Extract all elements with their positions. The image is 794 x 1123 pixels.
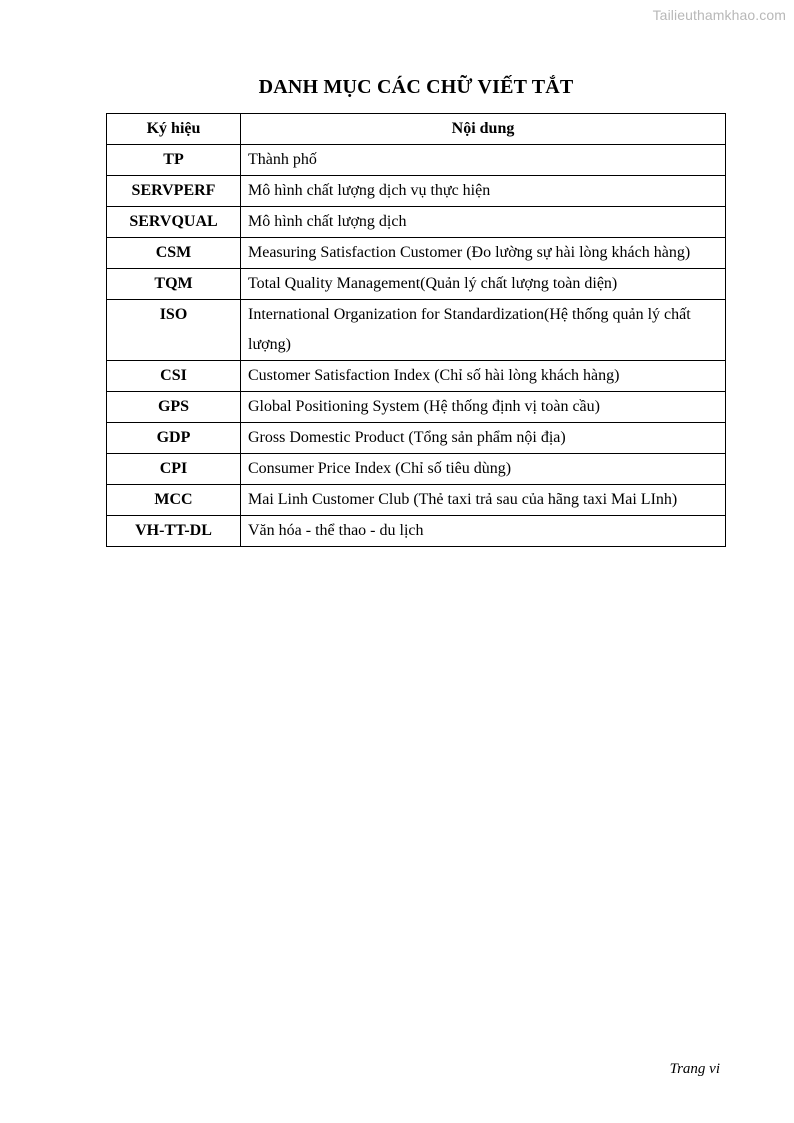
page-number: Trang vi <box>669 1061 720 1077</box>
abbreviation-code: ISO <box>107 300 241 361</box>
watermark: Tailieuthamkhao.com <box>652 7 786 23</box>
abbreviation-code: MCC <box>107 485 241 516</box>
column-header-content: Nội dung <box>241 114 726 145</box>
abbreviation-meaning: Global Positioning System (Hệ thống định vị toàn cầu) <box>241 392 726 423</box>
table-row <box>107 516 726 547</box>
table-row <box>107 361 726 392</box>
page-title: DANH MỤC CÁC CHỮ VIẾT TẮT <box>258 76 574 98</box>
abbreviation-code: TQM <box>107 269 241 300</box>
abbreviation-meaning: Gross Domestic Product (Tổng sản phẩm nội địa) <box>241 423 726 454</box>
table-row <box>107 423 726 454</box>
column-header-code: Ký hiệu <box>107 114 241 145</box>
table-row <box>107 145 726 176</box>
abbreviation-code: TP <box>107 145 241 176</box>
abbreviation-meaning: Thành phố <box>241 145 726 176</box>
abbreviation-table <box>106 113 726 547</box>
table-row <box>107 176 726 207</box>
abbreviation-code: GPS <box>107 392 241 423</box>
abbreviation-code: GDP <box>107 423 241 454</box>
abbreviation-meaning: Customer Satisfaction Index (Chỉ số hài lòng khách hàng) <box>241 361 726 392</box>
abbreviation-meaning: Mô hình chất lượng dịch vụ thực hiện <box>241 176 726 207</box>
table-row <box>107 454 726 485</box>
abbreviation-code: CPI <box>107 454 241 485</box>
abbreviation-code: CSI <box>107 361 241 392</box>
abbreviation-code: SERVQUAL <box>107 207 241 238</box>
abbreviation-meaning: Mô hình chất lượng dịch <box>241 207 726 238</box>
abbreviation-meaning: Văn hóa - thể thao - du lịch <box>241 516 726 547</box>
abbreviation-meaning: Measuring Satisfaction Customer (Đo lường sự hài lòng khách hàng) <box>241 238 726 269</box>
abbreviation-meaning: Consumer Price Index (Chỉ số tiêu dùng) <box>241 454 726 485</box>
table-row <box>107 269 726 300</box>
table-row <box>107 300 726 361</box>
abbreviation-meaning: Total Quality Management(Quản lý chất lượng toàn diện) <box>241 269 726 300</box>
abbreviation-meaning: Mai Linh Customer Club (Thẻ taxi trả sau của hãng taxi Mai LInh) <box>241 485 726 516</box>
table-row <box>107 207 726 238</box>
table-row <box>107 238 726 269</box>
abbreviation-code: CSM <box>107 238 241 269</box>
abbreviation-code: SERVPERF <box>107 176 241 207</box>
abbreviation-meaning: International Organization for Standardization(Hệ thống quản lý chất lượng) <box>241 300 726 361</box>
table-row <box>107 485 726 516</box>
abbreviation-code: VH-TT-DL <box>107 516 241 547</box>
table-header-row <box>107 114 726 145</box>
table-row <box>107 392 726 423</box>
